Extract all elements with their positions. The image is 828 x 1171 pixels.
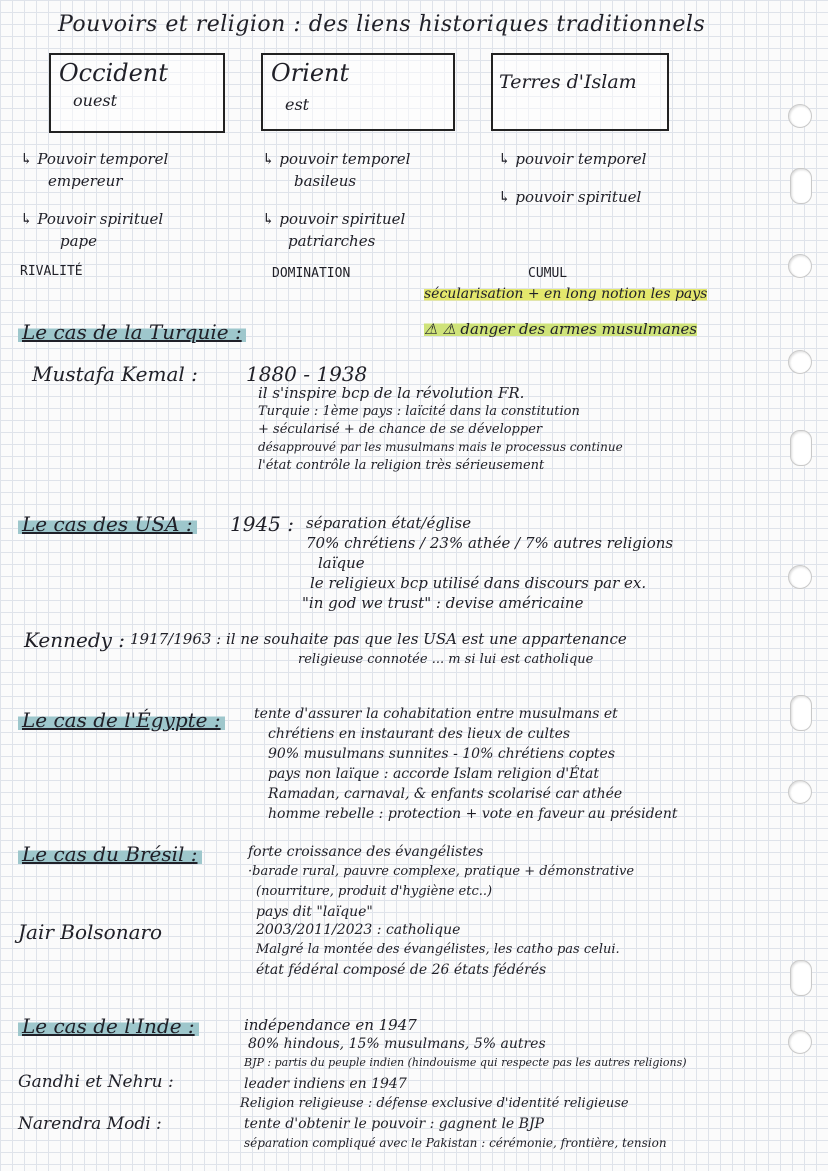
note-line: 70% chrétiens / 23% athée / 7% autres religions — [306, 534, 674, 552]
column-title: Occident — [59, 59, 168, 87]
note-line: indépendance en 1947 — [244, 1016, 417, 1034]
person-name: Narendra Modi : — [18, 1114, 162, 1134]
column-box-orient — [261, 53, 455, 131]
note-line: (nourriture, produit d'hygiène etc..) — [256, 884, 493, 899]
column-subtitle: est — [285, 95, 310, 114]
note-line: tente d'assurer la cohabitation entre musulmans et — [254, 706, 618, 722]
note-line: forte croissance des évangélistes — [248, 844, 484, 860]
column-title: Orient — [271, 59, 350, 87]
binder-hole — [790, 430, 812, 466]
note-line: Turquie : 1ème pays : laïcité dans la constitution — [258, 404, 580, 419]
page-title: Pouvoirs et religion : des liens historiques traditionnels — [58, 12, 706, 37]
note-line: l'état contrôle la religion très sérieusement — [258, 458, 545, 473]
binder-hole — [790, 695, 812, 731]
note-line: Malgré la montée des évangélistes, les catho pas celui. — [256, 942, 620, 957]
column-title: Terres d'Islam — [499, 71, 637, 93]
note-line: 1917/1963 : il ne souhaite pas que les USA est une appartenance — [130, 630, 627, 648]
note-line: chrétiens en instaurant des lieux de cultes — [268, 726, 571, 742]
note-line: état fédéral composé de 26 états fédérés — [256, 962, 547, 978]
dates: 1880 - 1938 — [246, 362, 368, 386]
column-tag: CUMUL — [528, 266, 568, 281]
note-line: pays non laïque : accorde Islam religion d'État — [268, 766, 599, 782]
year: 1945 : — [230, 512, 294, 536]
column-note: pape — [60, 232, 98, 250]
note-line: Ramadan, carnaval, & enfants scolarisé car athée — [268, 786, 623, 802]
note-line: désapprouvé par les musulmans mais le processus continue — [258, 440, 623, 454]
column-note: ↳ pouvoir temporel — [498, 150, 647, 168]
note-line: tente d'obtenir le pouvoir : gagnent le BJP — [244, 1116, 544, 1132]
binder-hole — [788, 780, 812, 804]
column-note: patriarches — [288, 232, 376, 250]
note-line: séparation compliqué avec le Pakistan : cérémonie, frontière, tension — [244, 1136, 667, 1150]
note-line: homme rebelle : protection + vote en faveur au président — [268, 806, 678, 822]
note-line: BJP : partis du peuple indien (hindouisme qui respecte pas les autres religions) — [244, 1056, 687, 1069]
column-tag: RIVALITÉ — [20, 264, 83, 279]
section-heading-inde: Le cas de l'Inde : — [18, 1014, 199, 1038]
column-note: empereur — [48, 172, 123, 190]
note-line: 90% musulmans sunnites - 10% chrétiens coptes — [268, 746, 616, 762]
person-name: Kennedy : — [24, 628, 126, 652]
column-note: ↳ Pouvoir temporel — [20, 150, 169, 168]
note-line: leader indiens en 1947 — [244, 1076, 407, 1092]
person-name: Jair Bolsonaro — [18, 920, 163, 944]
highlight-note-secular: sécularisation + en long notion les pays — [424, 286, 708, 302]
binder-hole — [790, 960, 812, 996]
section-heading-turquie: Le cas de la Turquie : — [18, 320, 246, 344]
note-line: laïque — [318, 554, 365, 572]
column-note: ↳ pouvoir spirituel — [498, 188, 642, 206]
note-line: religieuse connotée ... m si lui est catholique — [298, 652, 594, 667]
note-line: le religieux bcp utilisé dans discours par ex. — [310, 574, 647, 592]
binder-hole — [788, 104, 812, 128]
note-line: "in god we trust" : devise américaine — [302, 594, 584, 612]
note-line: ·barade rural, pauvre complexe, pratique + démonstrative — [248, 864, 635, 879]
column-box-islam — [491, 53, 669, 131]
note-line: Religion religieuse : défense exclusive d'identité religieuse — [240, 1096, 629, 1111]
binder-hole — [788, 350, 812, 374]
column-note: basileus — [294, 172, 357, 190]
column-note: ↳ pouvoir spirituel — [262, 210, 406, 228]
binder-hole — [788, 1030, 812, 1054]
note-line: pays dit "laïque" — [256, 904, 373, 920]
section-heading-bresil: Le cas du Brésil : — [18, 842, 202, 866]
note-line: + sécularisé + de chance de se développer — [258, 422, 543, 437]
note-line: séparation état/église — [306, 514, 472, 532]
note-line: il s'inspire bcp de la révolution FR. — [258, 384, 525, 402]
column-box-occident — [49, 53, 225, 133]
person-name: Gandhi et Nehru : — [18, 1072, 174, 1092]
column-note: ↳ Pouvoir spirituel — [20, 210, 164, 228]
section-heading-usa: Le cas des USA : — [18, 512, 197, 536]
note-line: 2003/2011/2023 : catholique — [256, 922, 461, 938]
binder-hole — [788, 254, 812, 278]
highlight-note-danger: ⚠ ⚠ danger des armes musulmanes — [424, 320, 698, 338]
binder-hole — [788, 565, 812, 589]
column-subtitle: ouest — [73, 91, 118, 110]
person-name: Mustafa Kemal : — [32, 362, 198, 386]
binder-hole — [790, 168, 812, 204]
column-note: ↳ pouvoir temporel — [262, 150, 411, 168]
section-heading-egypte: Le cas de l'Égypte : — [18, 708, 225, 732]
column-tag: DOMINATION — [272, 266, 351, 281]
note-line: 80% hindous, 15% musulmans, 5% autres — [248, 1036, 546, 1052]
